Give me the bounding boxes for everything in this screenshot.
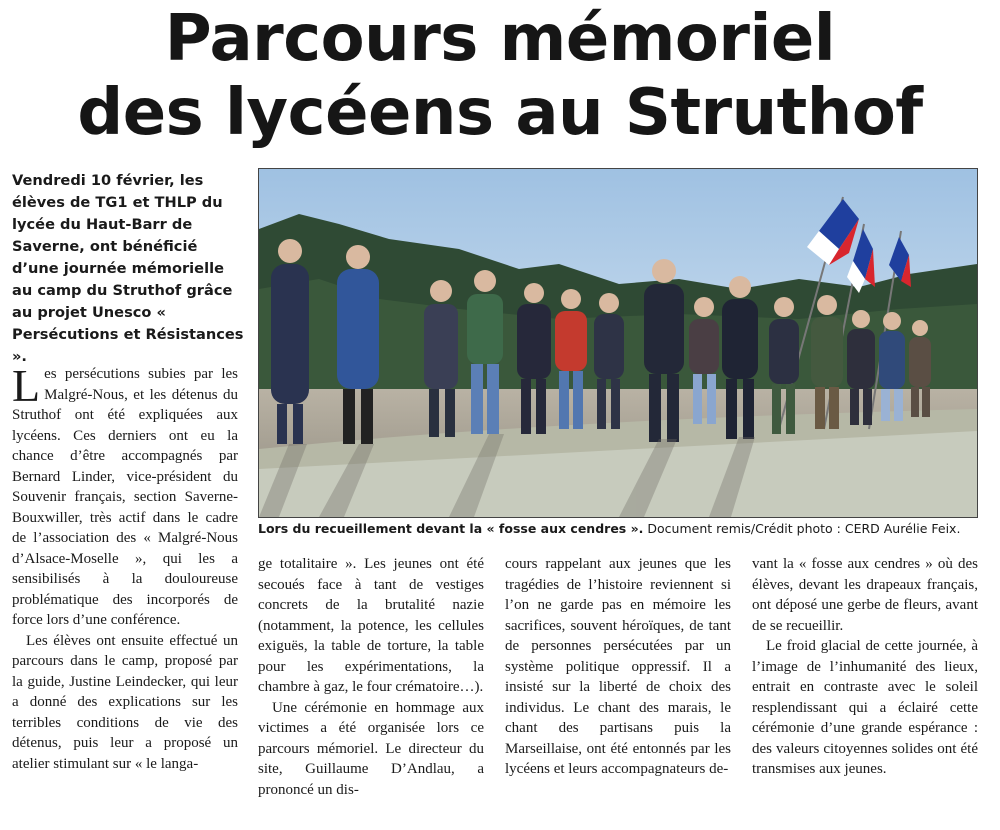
headline-line-1: Parcours mémoriel bbox=[164, 2, 836, 76]
paragraph-4: Une cérémonie en hommage aux victimes a été organisée lors ce parcours mémoriel. Le directeur du site, Guillaume D’Andlau, a prononcé un dis- bbox=[258, 699, 484, 798]
paragraph-2: Les élèves ont ensuite effectué un parcours dans le camp, proposé par la guide, Justine Leindecker, qui leur a donné des explications sur les terribles conditions de vie des détenus, puis leur a proposé un atelier stimulant sur « le langa- bbox=[12, 632, 238, 772]
paragraph-1-text: es persécutions subies par les Malgré-Nous, et les détenus du Struthof ont été expliquées aux lycéens. Ces derniers ont eu la chance d’être accompagnés par Bernard Linder, vice-président du Souvenir français, section Saverne-Bouxwiller, très actif dans le cadre de l’association des « Malgré-Nous d’Alsace-Moselle », qui les a sensibilisés à la douloureuse problématique des incorporés de force lors d’une conférence. bbox=[12, 366, 238, 628]
article-column-2 bbox=[258, 554, 484, 800]
article-column-1 bbox=[12, 360, 238, 774]
photo-caption bbox=[258, 520, 988, 538]
article-photo bbox=[258, 168, 978, 518]
article-column-3 bbox=[505, 554, 731, 780]
caption-text: Lors du recueillement devant la « fosse aux cendres ». bbox=[258, 521, 644, 536]
photo-credit: Document remis/Crédit photo : CERD Aurélie Feix. bbox=[647, 521, 961, 536]
paragraph-1 bbox=[12, 360, 238, 631]
paragraph-5: cours rappelant aux jeunes que les tragédies de l’histoire reviennent si l’on ne garde pas en mémoire les sacrifices, souvent héroïques, de tant de personnes persécutées par un système politique oppressif. Il a insisté sur la liberté de choix des individus. Le chant des marais, le chant des partisans puis la Marseillaise, ont été entonnés par les lycéens et leurs accompagnateurs de- bbox=[505, 556, 731, 777]
paragraph-7: Le froid glacial de cette journée, à l’image de l’inhumanité des lieux, entrait en contraste avec le soleil resplendissant qui a éclairé cette cérémonie d’une grande espérance : des valeurs citoyennes solides ont été transmises aux jeunes. bbox=[752, 638, 978, 777]
headline bbox=[0, 2, 1000, 150]
drop-cap: L bbox=[12, 360, 41, 411]
lead-paragraph: Vendredi 10 février, les élèves de TG1 et THLP du lycée du Haut-Barr de Saverne, ont bénéficié d’une journée mémorielle au camp du Struthof grâce au projet Unesco « Persécutions et Résistances ». bbox=[12, 172, 244, 365]
ceremony-photo-illustration bbox=[259, 169, 977, 517]
headline-line-2: des lycéens au Struthof bbox=[77, 76, 923, 150]
paragraph-3: ge totalitaire ». Les jeunes ont été secoués face à tant de vestiges concrets de la brutalité nazie (notamment, la potence, les cellules exiguës, la table de torture, la table pour les expérimentations, la chambre à gaz, le four crématoire…). bbox=[258, 556, 484, 695]
paragraph-6: vant la « fosse aux cendres » où des élèves, devant les drapeaux français, ont déposé une gerbe de fleurs, avant de se recueillir. bbox=[752, 556, 978, 634]
article-column-4 bbox=[752, 554, 978, 780]
